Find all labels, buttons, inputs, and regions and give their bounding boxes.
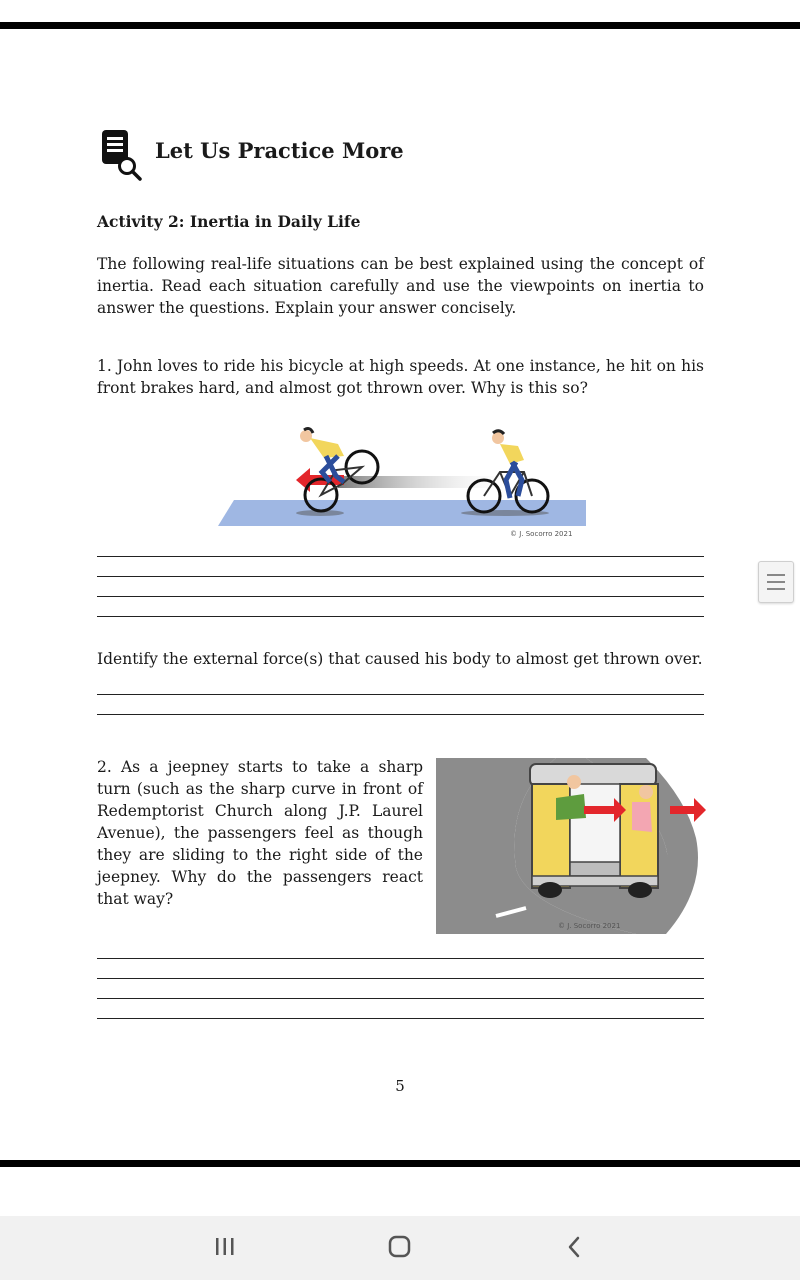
page-title: Let Us Practice More <box>155 138 404 163</box>
answer-line <box>97 596 704 597</box>
jeepney-illustration <box>436 758 706 934</box>
home-icon[interactable] <box>385 1233 415 1261</box>
answer-line <box>97 576 704 577</box>
navigation-bar <box>0 1216 800 1280</box>
activity-title: Activity 2: Inertia in Daily Life <box>97 212 361 231</box>
page-number: 5 <box>395 1077 405 1095</box>
answer-line <box>97 694 704 695</box>
answer-line <box>97 978 704 979</box>
answer-line <box>97 616 704 617</box>
question-1-followup: Identify the external force(s) that caused his body to almost get thrown over. <box>97 650 703 668</box>
bottom-bar <box>0 1160 800 1167</box>
question-2: 2. As a jeepney starts to take a sharp turn (such as the sharp curve in front of Redemptorist Church along J.P. Laurel Avenue), the passengers feel as though they are sliding to the right side of the jeepney. Why do the passengers react that way? <box>97 758 423 908</box>
answer-line <box>97 958 704 959</box>
top-bar <box>0 22 800 29</box>
answer-line <box>97 714 704 715</box>
document-search-icon <box>100 128 144 182</box>
answer-line <box>97 556 704 557</box>
q2-credit: © J. Socorro 2021 <box>558 922 621 930</box>
menu-lines-icon[interactable] <box>758 561 794 603</box>
back-icon[interactable] <box>560 1233 590 1261</box>
q1-credit: © J. Socorro 2021 <box>510 530 573 538</box>
recent-apps-icon[interactable] <box>210 1234 240 1260</box>
activity-intro: The following real-life situations can be best explained using the concept of inertia. Read each situation carefully and use the viewpoints on inertia to answer the questions. Explain your answer concisely. <box>97 255 704 317</box>
answer-line <box>97 1018 704 1019</box>
answer-line <box>97 998 704 999</box>
bicycle-illustration <box>218 424 588 540</box>
question-1: 1. John loves to ride his bicycle at high speeds. At one instance, he hit on his front brakes hard, and almost got thrown over. Why is this so? <box>97 357 704 397</box>
